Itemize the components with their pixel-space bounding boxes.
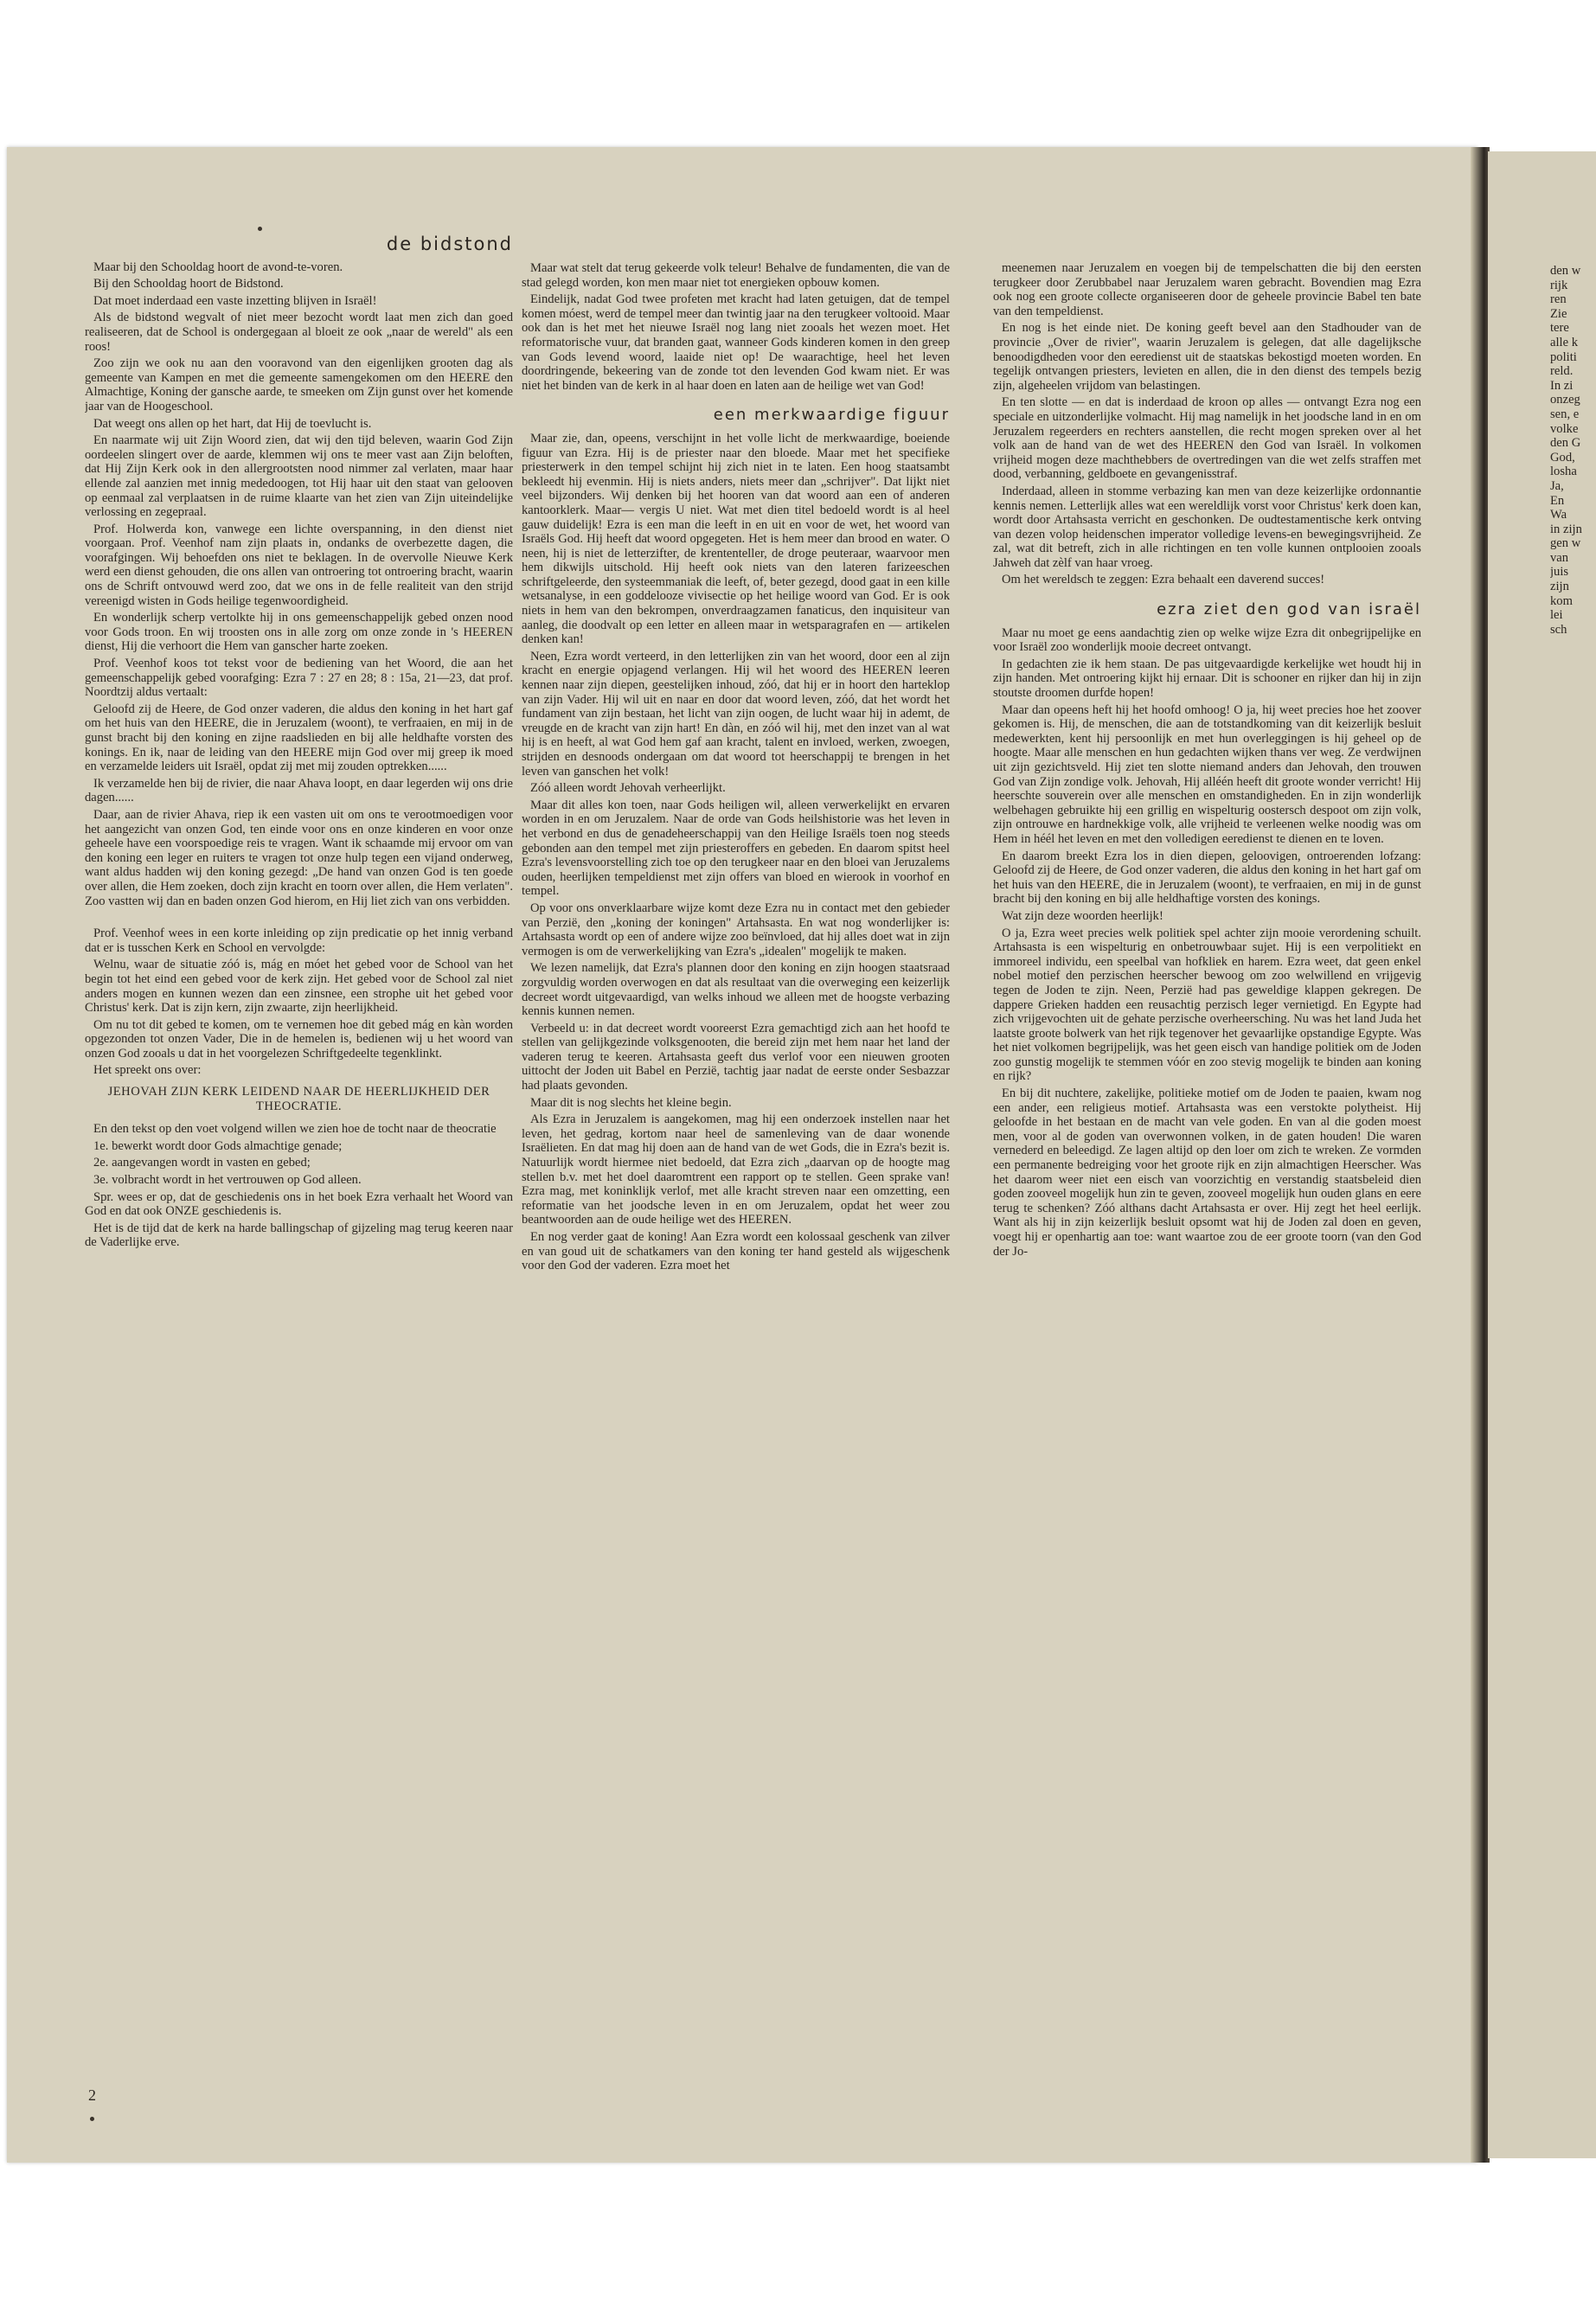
ink-dot <box>258 227 262 231</box>
paragraph: Als de bidstond wegvalt of niet meer bezocht wordt laat men zich dan goed realiseeren, dat de School is ondergegaan al bloeit ze ook „naar de wereld" als een roos! <box>85 311 513 354</box>
paragraph: Spr. wees er op, dat de geschiedenis ons in het boek Ezra verhaalt het Woord van God en dat ook ONZE geschiedenis is. <box>85 1189 513 1219</box>
fragment-line: reld. <box>1550 364 1574 379</box>
fragment-line: lei <box>1550 608 1563 623</box>
paragraph: Om nu tot dit gebed te komen, om te vernemen hoe dit gebed mág en kàn worden opgezonden tot onzen Vader, Die in de hemelen is, bedienen wij u het woord van onzen God zooals u dat in het voorgelezen Schriftgedeelte tegenklinkt. <box>85 1017 513 1061</box>
fragment-line: zijn <box>1550 580 1569 594</box>
paragraph: Als Ezra in Jeruzalem is aangekomen, mag hij een onderzoek instellen naar het leven, het gedrag, kortom naar heel de samenleving van de daar wonende Israëlieten. En dat mag hij doen aan de hand van de wet Gods, die in Ezra's bezit is. Natuurlijk wordt hiermee niet bedoeld, dat Ezra zich „daarvan op de hoogte mag stellen b.v. met het doel daaromtrent een rapport op te stellen. Geen sprake van! Ezra mag, met koninklijk verlof, met alle kracht streven naar een omzetting, een reformatie van het joodsche leven in en om Jeruzalem, opdat het weer zou beantwoorden aan de oude heilige wet des HEEREN. <box>522 1112 950 1227</box>
page-gutter <box>1471 147 1490 2163</box>
paragraph: Dat weegt ons allen op het hart, dat Hij de toevlucht is. <box>93 416 372 431</box>
fragment-line: Zie <box>1550 306 1567 321</box>
paragraph: Neen, Ezra wordt verteerd, in den letterlijken zin van het woord, door een al zijn kracht en energie opjagend verlangen. Hij wil het woord des HEEREN leeren kennen naar zijn diepen, geestelijken inhoud, zóó, dat hij er in hoort den harteklop van zijn Vader. Hij wil uit en naar en door dat woord leven, zóó, dat het wordt het fundament van zijn bestaan, het licht van zijn oogen, de lucht waar hij in ademt, de vreugde en de kracht van zijn hart! En dàn, en zóó wil hij, met den inzet van al wat hij is en heeft, al wat God hem gaf aan kracht, talent en invloed, werken, zwoegen, strijden en desnoods ondergaan om dat woord tot heerschappij te brengen in het leven van ganschen het volk! <box>522 649 950 779</box>
paragraph: Maar dit alles kon toen, naar Gods heiligen wil, alleen verwerkelijkt en ervaren worden in en om Jeruzalem. Naar de orde van Gods heilshistorie was het leven in het verbond en dus de genadeheerschappij van den Heilige Israëls toen nog steeds gebonden aan den tempel met zijn priesteroffers en gebeden. En daarom spitst heel Ezra's levensvoorstelling zich toe op den terugkeer naar en den bloei van Jeruzalems ouden, heerlijken tempeldienst met zijn offers van bloed en wierook in voorhof en tempel. <box>522 798 950 899</box>
fragment-line: En <box>1550 493 1565 508</box>
page-number: 2 <box>88 2086 96 2104</box>
paragraph: 3e. volbracht wordt in het vertrouwen op God alleen. <box>93 1173 362 1188</box>
paragraph: Welnu, waar de situatie zóó is, mág en móet het gebed voor de School van het begin tot het eind een gebed voor de kerk zijn. Het gebed voor de School zal niet anders mogen en kunnen wezen dan een zinsnee, een strophe uit het gebed voor Christus' kerk. Dat is zijn kern, zijn zwaarte, zijn heerlijkheid. <box>85 958 513 1016</box>
paragraph: Het is de tijd dat de kerk na harde ballingschap of gijzeling mag terug keeren naar de Vaderlijke erve. <box>85 1221 513 1250</box>
paragraph: Wat zijn deze woorden heerlijk! <box>1002 908 1163 923</box>
paragraph: Inderdaad, alleen in stomme verbazing kan men van deze keizerlijke ordonnantie kennis nemen. Letterlijk alles wat een wereldlijk vorst voor Christus' kerk doen kan, wordt door Artahsasta verricht en geschonken. De oudtestamentische kerk ontving van dezen volop heidenschen imperator volledige levens-en bewegingsvrijheid. Ze zal, wat dit betreft, zich in alle richtingen en ten volle kunnen ontplooien zooals Jahweh dat zèlf van haar vroeg. <box>993 484 1421 570</box>
column-2-body-b <box>522 432 950 1273</box>
paragraph: En naarmate wij uit Zijn Woord zien, dat wij den tijd beleven, waarin God Zijn oordeelen slingert over de aarde, klemmen wij ons te meer vast aan Zijn beloften, dat Hij Zijn Kerk ook in den allergrootsten nood nimmer zal verlaten, maar haar ellende zal aanzien met innig mededoogen, tot Hij haar uit den staat van gelooven op eenmaal zal verplaatsen in de ruime klaarte van het zien van Zijn uiteindelijke verlossing en zegepraal. <box>85 433 513 520</box>
paragraph: En ten slotte — en dat is inderdaad de kroon op alles — ontvangt Ezra nog een speciale en uitzonderlijke volmacht. Hij mag namelijk in het joodsche land in en om Jeruzalem regeerders en rechters aanstellen, die recht mogen spreken over al het volk aan de hand van de wet des HEEREN den God van Israël. In volkomen vrijheid mogen deze machthebbers de overtredingen van die wet zelfs straffen met dood, verbanning, geldboete en gevangenisstraf. <box>993 395 1421 482</box>
fragment-line: Ja, <box>1550 478 1564 493</box>
column-4-body <box>1550 264 1596 637</box>
column-1 <box>85 232 513 2109</box>
fragment-line: volke <box>1550 421 1579 436</box>
paragraph: Eindelijk, nadat God twee profeten met kracht had laten getuigen, dat de tempel komen móest, werd de tempel meer dan twintig jaar na den terugkeer voltooid. Maar ook dan is het met het nieuwe Israël nog lang niet zooals het wezen moet. Het reformatorische vuur, dat branden gaat, wanneer Gods kinderen komen in den greep van Gods levend woord, laaide niet op! De waarachtige, heel het leven doordringende, bekeering van de zonde tot den levenden God kwam niet. Er was niet het binden van de kerk in al haar doen en laten aan de heilige wet van God! <box>522 292 950 393</box>
paragraph: Prof. Veenhof wees in een korte inleiding op zijn predicatie op het innig verband dat er is tusschen Kerk en School en vervolgde: <box>85 926 513 955</box>
paragraph: Zóó alleen wordt Jehovah verheerlijkt. <box>530 781 726 796</box>
paragraph: Prof. Holwerda kon, vanwege een lichte overspanning, in den dienst niet voorgaan. Prof. Veenhof nam zijn plaats in, ondanks de overbezette dagen, die voorafgingen. Wij behoefden ons niet te beklagen. In de overvolle Nieuwe Kerk werd een dienst gehouden, die ons allen van ontroering tot ontroering bracht, waarin ons de Schrift ontvouwd werd zoo, dat we ons in de felle realiteit van den strijd vereenigd wisten in Gods heilige tegenwoordigheid. <box>85 522 513 608</box>
heading-ezra-ziet: ezra ziet den god van israël <box>1157 600 1421 619</box>
paragraph: Om het wereldsch te zeggen: Ezra behaalt een daverend succes! <box>1002 573 1325 587</box>
fragment-line: den w <box>1550 264 1581 278</box>
column-2 <box>522 261 950 2138</box>
column-3-body-b <box>993 626 1421 1259</box>
paragraph: Maar nu moet ge eens aandachtig zien op welke wijze Ezra dit onbegrijpelijke en voor Israël zoo wonderlijk mooie decreet ontvangt. <box>993 625 1421 655</box>
paragraph: Geloofd zij de Heere, de God onzer vaderen, die aldus den koning in het hart gaf om het huis van den HEERE, die in Jeruzalem (woont), te verfraaien, en mij in de gunst bracht bij den koning en zijne raadslieden en bij alle heldhafte vorsten des konings. En ik, naar de leiding van den HEERE mijn God over mij greep ik moed en verzamelde leiders uit Israël, opdat zij met mij zouden optrekken...... <box>85 702 513 774</box>
fragment-line: alle k <box>1550 335 1579 349</box>
paragraph: Verbeeld u: in dat decreet wordt vooreerst Ezra gemachtigd zich aan het hoofd te stellen van gelijkgezinde volksgenooten, die bereid zijn met hem naar het land der vaderen terug te keeren. Artahsasta geeft dus verlof voor een nieuwen grooten uittocht der Joden uit Babel en Perzië, tachtig jaar nadat de eerste onder Sesbazzar had plaats gevonden. <box>522 1021 950 1093</box>
paragraph: Daar, aan de rivier Ahava, riep ik een vasten uit om ons te verootmoedigen voor het aangezicht van onzen God, ten einde voor ons en onze kinderen en voor onze geheele have een voorspoedige reis te vragen. Want ik schaamde mij ervoor om van den koning een leger en ruiters te vragen tot onze hulp tegen een vijand onderweg, want aldus hadden wij den koning gezegd: „De hand van onzen God is ten goede over allen, die Hem zoeken, doch zijn kracht en toorn over allen, die Hem verlaten". Zoo vastten wij dan en baden onzen God hierom, en Hij liet zich van ons verbidden. <box>85 807 513 908</box>
paragraph: En nog is het einde niet. De koning geeft bevel aan den Stadhouder van de provincie „Over de rivier", waarin Jeruzalem is gelegen, dat alle dagelijksche benoodigdheden voor den eeredienst uit de staatskas bekostigd moeten worden. En tegelijk ontvangen priesters, levieten en allen, die in den dienst des tempels bezig zijn, algeheelen vrijdom van belastingen. <box>993 321 1421 393</box>
paragraph: En bij dit nuchtere, zakelijke, politieke motief om de Joden te paaien, kwam nog een ander, een religieus motief. Artahsasta was een verstokte polytheist. Hij geloofde in het bestaan en de macht van vele goden. En van al die goden moest men, voor al de goden van overwonnen volken, in de gaten houden! Die waren vernederd en beleedigd. Ze lagen altijd op den loer om zich te wreken. Ze vormden een permanente bedreiging voor het groote rijk en zijn almachtigen Heerscher. Was het daarom weer niet een eisch van voorzichtig en verstandig staatsbeleid dien goden zooveel mogelijk hun zin te geven, zooveel mogelijk hun ouden glans en eere terug te schenken? Zóó althans dacht Artahsasta er over. Hij zegt het heel eerlijk. Want als hij in zijn keizerlijk besluit opsomt wat hij de Joden zal doen en geven, voegt hij er openhartig aan toe: want waartoe zou de eer groote toorn (van den God der Jo- <box>993 1086 1421 1259</box>
paragraph: In gedachten zie ik hem staan. De pas uitgevaardigde kerkelijke wet houdt hij in zijn handen. Met ontroering kijkt hij ernaar. Dit is schooner en rijker dan hij in zijn stoutste droomen durfde hopen! <box>993 657 1421 701</box>
column-4-fragment <box>1550 264 1596 2141</box>
paragraph: 1e. bewerkt wordt door Gods almachtige genade; <box>93 1138 343 1153</box>
ink-dot <box>90 2117 94 2121</box>
fragment-line: kom <box>1550 593 1573 608</box>
paragraph: Maar bij den Schooldag hoort de avond-te-voren. <box>93 260 343 274</box>
paragraph: Maar wat stelt dat terug gekeerde volk teleur! Behalve de fundamenten, die van de stad gelegd worden, kon men maar niet tot energieken opbouw komen. <box>522 261 950 290</box>
paragraph: En daarom breekt Ezra los in dien diepen, geloovigen, ontroerenden lofzang: Geloofd zij de Heere, de God onzer vaderen, die aldus den koning in het hart gaf om het huis van den HEERE, die in Jeruzalem (woont), te verfraaien, en mij in de gunst bracht bij den koning en bij alle heldhaftige vorsten des konings. <box>993 849 1421 907</box>
paragraph: 2e. aangevangen wordt in vasten en gebed; <box>93 1156 311 1170</box>
fragment-line: losha <box>1550 465 1577 479</box>
fragment-line: ren <box>1550 292 1567 307</box>
fragment-line: In zi <box>1550 378 1574 393</box>
fragment-line: tere <box>1550 321 1569 336</box>
paragraph: Prof. Veenhof koos tot tekst voor de bediening van het Woord, die aan het gemeenschappelijk gebed voorafging: Ezra 7 : 27 en 28; 8 : 15a, 21—23, dat prof. Noordtzij aldus vertaalt: <box>85 657 513 700</box>
heading-merkwaardige-figuur: een merkwaardige figuur <box>713 406 950 425</box>
fragment-line: rijk <box>1550 278 1568 292</box>
paragraph: Zoo zijn we ook nu aan den vooravond van den eigenlijken grooten dag als gemeente van Kampen en met die gemeente samengekomen om den HEERE den Almachtige, Koning der gansche aarde, te smeeken om Zijn gunst over het komende jaar van de Hoogeschool. <box>85 356 513 413</box>
paragraph: En den tekst op den voet volgend willen we zien hoe de tocht naar de theocratie <box>93 1122 497 1137</box>
fragment-line: politi <box>1550 349 1577 364</box>
paragraph: Bij den Schooldag hoort de Bidstond. <box>93 277 284 292</box>
paragraph: Dat moet inderdaad een vaste inzetting blijven in Israël! <box>93 293 377 308</box>
sermon-theme: JEHOVAH ZIJN KERK LEIDEND NAAR DE HEERLIJKHEID DER THEOCRATIE. <box>107 1085 490 1113</box>
paragraph: En wonderlijk scherp vertolkte hij in ons gemeenschappelijk gebed onzen nood voor Gods troon. En wij troosten ons in alle zorg om onze zonde in 's HEEREN dienst, Hij die verhoort die Hem van ganscher harte zoeken. <box>85 611 513 654</box>
fragment-line: God, <box>1550 450 1575 465</box>
paragraph: Het spreekt ons over: <box>93 1063 202 1078</box>
heading-bidstond: de bidstond <box>386 234 513 254</box>
paragraph: Maar zie, dan, opeens, verschijnt in het volle licht de merkwaardige, boeiende figuur van Ezra. Hij is de priester naar den bloede. Maar met het specifieke priesterwerk in den tempel schijnt hij zich niet in te laten. Een hoog staatsambt bekleedt hij evenmin. Hij is niets anders, niets meer dan „schrijver". Dat lijkt niet veel bijzonders. Wij denken bij het hooren van dat woord aan een of anderen kantoorklerk. Maar— vergis U niet. Wat met dien titel bedoeld wordt is al heel gauw duidelijk! Ezra is een man die leeft in en uit en voor de wet, het woord van Israëls God. Hij heeft dat woord opgegeten. Het is hem meer dan brood en water. O neen, hij is niet de letterzifter, de krententeller, de droge peuteraar, waarvoor men hem dikwijls uitschold. Hij heeft ook niets van den lateren farizeeschen schriftgeleerde, den systeemmaniak die leeft, of, beter gezegd, dood gaat in een kille wetsanalyse, in een goddelooze vivisectie op het heilige woord van God. Er is ook niets in hem van den bekrompen, onverdraagzamen fanaticus, den inquisiteur van aanleg, die doodvalt op een letter en alleen maar in wetsparagrafen en — artikelen denken kan! <box>522 431 950 647</box>
fragment-line: in zijn <box>1550 522 1582 536</box>
fragment-line: sen, e <box>1550 407 1580 421</box>
fragment-line: van <box>1550 550 1569 565</box>
paragraph: Maar dan opeens heft hij het hoofd omhoog! O ja, hij weet precies hoe het zoover gekomen is. Hij, de menschen, die aan de totstandkoming van dit keizerlijk besluit medewerkten, kent hij persoonlijk en met hun overleggingen is hij geheel op de hoogte. Maar alle menschen en hun gedachten wijken thans ver weg. Ze verdwijnen uit zijn gezichtsveld. Hij ziet ten slotte niemand anders dan Jehovah, den trouwen God van Zijn zondige volk. Jehovah, Hij alléén heeft dit groote wonder verricht! Hij heerschte souverein over alle menschen en omstandigheden. En in zijn wonderlijk welbehagen gebruikte hij een grillig en wispelturig oostersch despoot om zijn volk, zijn ontrouwe en hardnekkige volk, alle vrijheid te verleenen welke noodig was om Hem in héél het leven en met den volledigen eeredienst te dienen en te loven. <box>993 702 1421 846</box>
column-2-body <box>522 261 950 393</box>
fragment-line: den G <box>1550 436 1581 451</box>
paragraph: En nog verder gaat de koning! Aan Ezra wordt een kolossaal geschenk van zilver en van goud uit de schatkamers van den koning ter hand gesteld als wijgeschenk voor den God der vaderen. Ezra moet het <box>522 1230 950 1273</box>
fragment-line: onzeg <box>1550 393 1580 407</box>
paragraph: meenemen naar Jeruzalem en voegen bij de tempelschatten die bij den eersten terugkeer door Zerubbabel naar Jeruzalem waren gebracht. Bovendien mag Ezra ook nog een groote collecte organiseeren door de geheele provincie Babel ten bate van den tempeldienst. <box>993 261 1421 318</box>
paragraph: O ja, Ezra weet precies welk politiek spel achter zijn mooie verordening schuilt. Artahsasta is een wispelturig en onbetrouwbaar sujet. Hij is een verpolitiekt en immoreel individu, een speelbal van hofkliek en harem. Ezra weet, dat geen enkel nobel motief den perzischen heerscher bewoog om zoo welwillend en vrijgevig tegen de Joden te zijn. Neen, Perzië had pas geweldige klappen gekregen. De dappere Grieken hadden een reusachtig perzisch leger vernietigd. En Egypte had zich vrijgevochten uit de gehate perzische overheersching. Nu was het land Juda het laatste groote bolwerk van het rijk tegenover het gevaarlijke opstandige Egypte. Was het niet volkomen begrijpelijk, was het geen eisch van handige politiek om de Joden zoo gunstig mogelijk te stemmen vóór en zoo stevig mogelijk te binden aan koning en rijk? <box>993 926 1421 1084</box>
fragment-line: Wa <box>1550 508 1567 522</box>
column-1-body <box>85 260 513 909</box>
fragment-line: sch <box>1550 622 1567 637</box>
column-3-body <box>993 261 1421 587</box>
fragment-line: gen w <box>1550 536 1581 551</box>
paragraph: Op voor ons onverklaarbare wijze komt deze Ezra nu in contact met den gebieder van Perzië, den „koning der koningen" Artahsasta. En wat nog wonderlijker is: Artahsasta wordt op een of andere wijze zoo beïnvloed, dat hij alles doet wat in zijn vermogen is om de verwerkelijking van Ezra's „idealen" mogelijk te maken. <box>522 901 950 958</box>
paragraph: We lezen namelijk, dat Ezra's plannen door den koning en zijn hoogen staatsraad zorgvuldig worden overwogen en dat als resultaat van die overweging een keizerlijk decreet wordt uitgevaardigd, van welks inhoud we alleen met de hoogste verbazing kennis kunnen nemen. <box>522 961 950 1019</box>
column-3 <box>993 261 1421 2138</box>
column-1-body-b <box>85 926 513 1078</box>
column-1-body-c <box>85 1122 513 1250</box>
paragraph: Ik verzamelde hen bij de rivier, die naar Ahava loopt, en daar legerden wij ons drie dagen...... <box>85 776 513 805</box>
fragment-line: juis <box>1550 565 1569 580</box>
paragraph: Maar dit is nog slechts het kleine begin. <box>530 1095 732 1110</box>
